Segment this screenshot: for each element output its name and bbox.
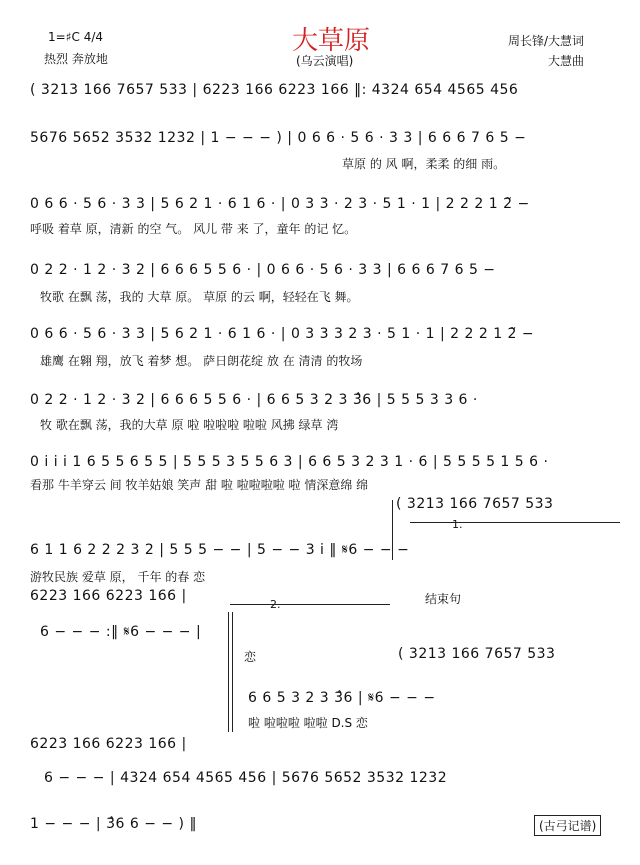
section-bar [392, 500, 393, 560]
lyric-line-2: 草原 的 风 啊，柔柔 的细 雨。 [342, 157, 506, 171]
score-line-8: 6 1 1 6 2 2 2 3 2 | 5 5 5 − − | 5 − − 3 i ‖ 𝄋6 − − − [30, 542, 410, 558]
score-line-6: 0 2 2 · 1 2 · 3 2 | 6 6 6 5 5 6 · | 6 6 5 3 2 3 3̂6 | 5 5 5 3 3 6 · [30, 392, 478, 408]
score-line-7: 0 i i i 1 6 5 5 6 5 5 | 5 5 5 3 5 5 6 3 | 6 6 5 3 2 3 1 · 6 | 5 5 5 5 1 5 6 · [30, 454, 549, 470]
lyric-line-10: 恋 [244, 650, 257, 664]
ending-phrase-label: 结束句 [425, 592, 462, 606]
repeat-bar-inner [232, 612, 233, 732]
score-line-12: 6223 166 6223 166 | [30, 736, 187, 752]
volta-2-label: 2. [270, 598, 281, 611]
song-title: 大草原 [292, 26, 371, 56]
lyric-line-11: 啦 啦啦啦 啦啦 D.S 恋 [248, 716, 368, 730]
lyric-line-5: 雄鹰 在翱 翔，放飞 着梦 想。 萨日朗花绽 放 在 清清 的牧场 [40, 354, 363, 368]
lyric-line-8: 游牧民族 爱草 原， 千年 的春 恋 [30, 570, 206, 584]
score-line-2: 5676 5652 3532 1232 | 1 − − − ) | 0 6 6 · 5 6 · 3 3 | 6 6 6 7 6 5 − [30, 130, 527, 146]
score-line-11: 6 6 5 3 2 3 3̂6 | 𝄋6 − − − [248, 690, 436, 706]
score-line-3: 0 6 6 · 5 6 · 3 3 | 5 6 2 1 · 6 1 6 · | 0 3 3 · 2 3 · 5 1 · 1 | 2 2 2 1 2̃ − [30, 196, 530, 212]
lyric-line-7: 看那 牛羊穿云 间 牧羊姑娘 笑声 甜 啦 啦啦啦啦 啦 情深意绵 绵 [30, 478, 369, 492]
lyric-line-3: 呼吸 着草 原，清新 的空 气。 风儿 带 来 了，童年 的记 忆。 [30, 222, 357, 236]
score-line-13: 6 − − − | 4324 654 4565 456 | 5676 5652 3532 1232 [44, 770, 448, 786]
score-line-1: ( 3213 166 7657 533 | 6223 166 6223 166 ‖: 4324 654 4565 456 [30, 82, 519, 98]
performer-note: (乌云演唱) [296, 54, 354, 68]
score-line-4: 0 2 2 · 1 2 · 3 2 | 6 6 6 5 5 6 · | 0 6 6 · 5 6 · 3 3 | 6 6 6 7 6 5 − [30, 262, 496, 278]
score-line-5: 0 6 6 · 5 6 · 3 3 | 5 6 2 1 · 6 1 6 · | 0 3 3 3 2 3 · 5 1 · 1 | 2 2 2 1 2̃ − [30, 326, 535, 342]
lyric-line-6: 牧 歌在飘 荡，我的大草 原 啦 啦啦啦 啦啦 风拂 绿草 湾 [40, 418, 339, 432]
tempo-marking: 热烈 奔放地 [44, 52, 108, 66]
composer-credit: 大慧曲 [548, 54, 585, 68]
volta-1-label: 1. [452, 518, 463, 531]
transcriber-credit: (古弓记谱) [534, 815, 601, 836]
score-line-10: 6 − − − :‖ 𝄋6 − − − | [40, 624, 202, 640]
coda-middle-phrase: ( 3213 166 7657 533 [398, 646, 556, 662]
lyricist-credit: 周长锋/大慧词 [508, 34, 585, 48]
repeat-bar [228, 612, 229, 732]
coda-intro-phrase: ( 3213 166 7657 533 [396, 496, 554, 512]
score-line-9: 6223 166 6223 166 | [30, 588, 187, 604]
lyric-line-4: 牧歌 在飘 荡，我的 大草 原。 草原 的云 啊，轻轻在飞 舞。 [40, 290, 359, 304]
score-line-14: 1 − − − | 3̂6 6 − − ) ‖ [30, 816, 197, 832]
key-signature: 1=♯C 4/4 [48, 30, 104, 44]
